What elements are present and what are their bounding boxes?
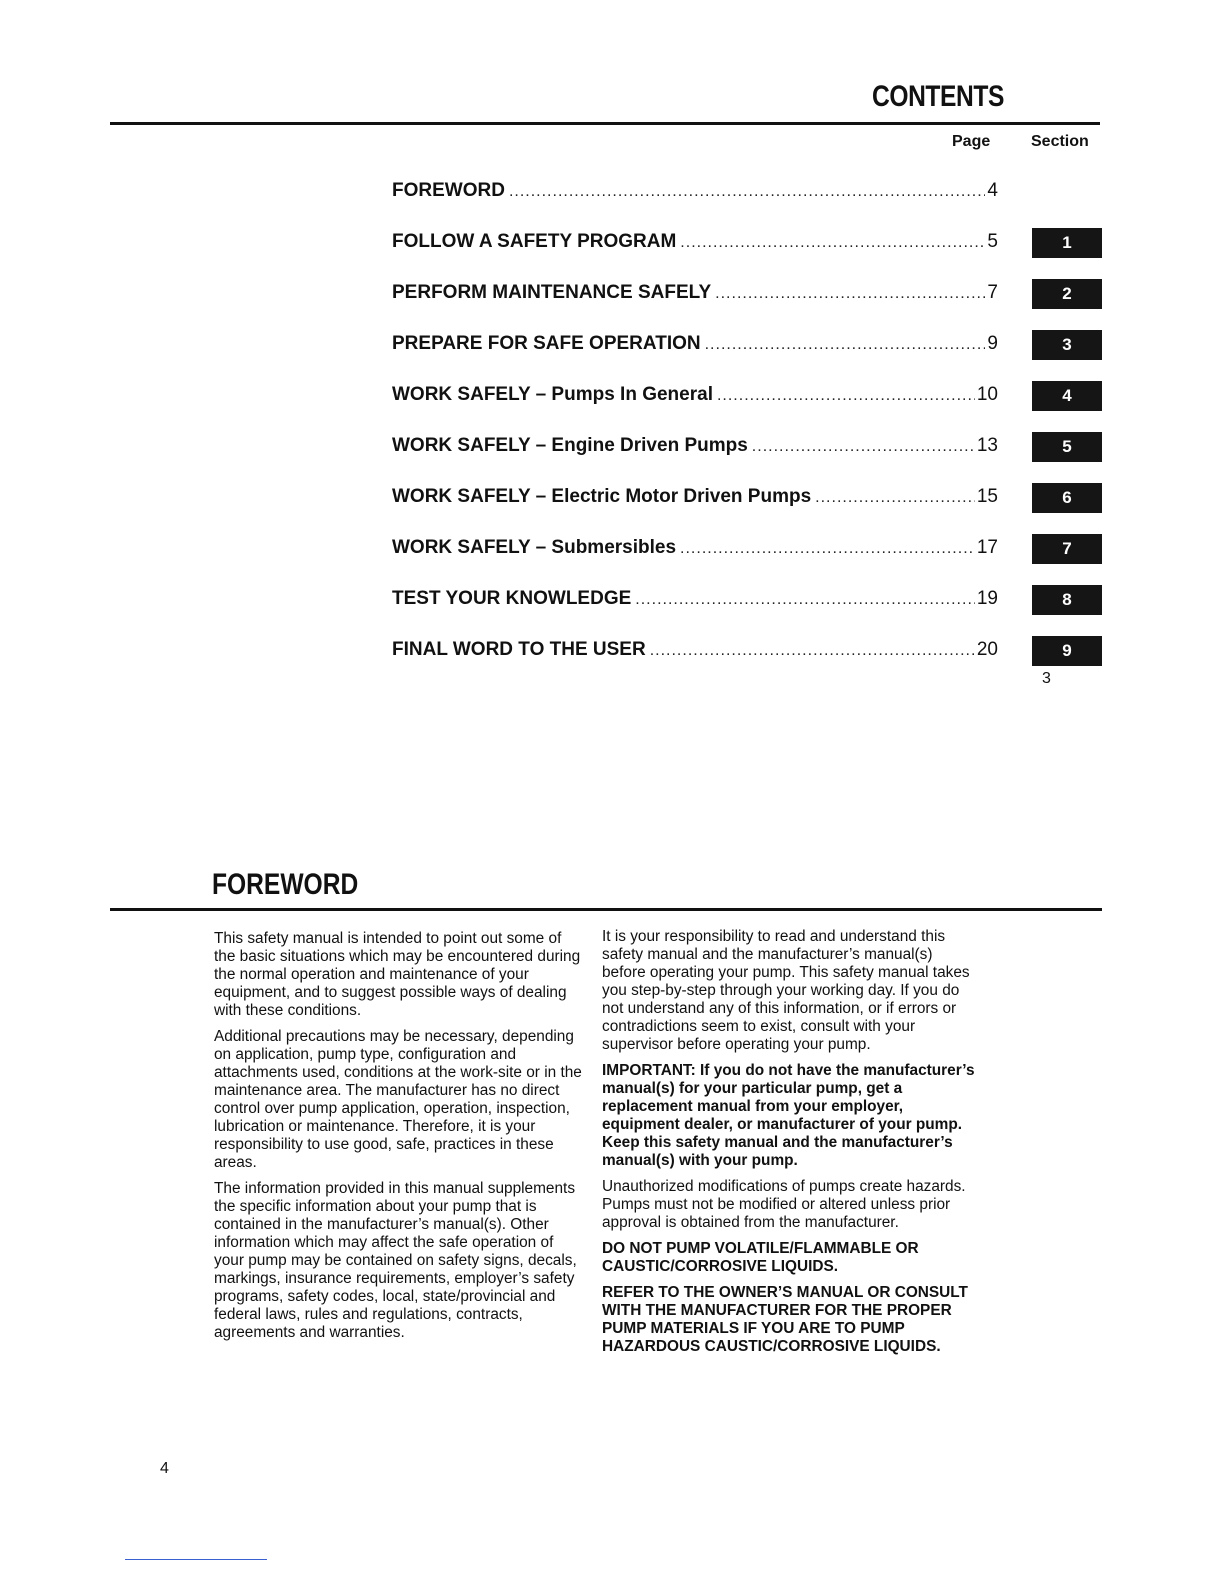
paragraph: This safety manual is intended to point out some of the basic situations which may be encountered during the normal operation and maintenance of your equipment, and to suggest possible ways of dealing with these conditions.: [214, 930, 581, 1019]
toc-leader: [815, 489, 975, 507]
toc-entry-section-3[interactable]: [392, 333, 998, 359]
toc-entry-section-2[interactable]: [392, 282, 998, 308]
toc-entry-title: PERFORM MAINTENANCE SAFELY: [392, 282, 712, 303]
toc-entry-page: 17: [976, 537, 998, 558]
paragraph: It is your responsibility to read and understand this safety manual and the manufacturer’s manual(s) before operating your pump. This safety manual takes you step-by-step through your working day. If you do not understand any of this information, or if errors or contradictions seem to exist, consult with your supervisor before operating your pump.: [602, 928, 970, 1053]
toc-entry-section-1[interactable]: [392, 231, 998, 257]
toc-leader: [752, 438, 975, 456]
toc-entry-section-9[interactable]: [392, 639, 998, 665]
toc-entry-section-6[interactable]: [392, 486, 998, 512]
toc-entry-section-7[interactable]: [392, 537, 998, 563]
section-tab-5[interactable]: 5: [1032, 432, 1102, 462]
toc-entry-title: WORK SAFELY – Engine Driven Pumps: [392, 435, 748, 456]
page-number: 4: [160, 1460, 169, 1477]
contents-rule: [110, 122, 1100, 125]
paragraph: Unauthorized modifications of pumps create hazards. Pumps must not be modified or altered unless prior approval is obtained from the manufacturer.: [602, 1178, 966, 1231]
toc-entry-page: 4: [987, 180, 998, 201]
toc-leader: [509, 183, 985, 201]
toc-entry-title: FINAL WORD TO THE USER: [392, 639, 646, 660]
toc-entry-page: 15: [976, 486, 998, 507]
section-tab-9[interactable]: 9: [1032, 636, 1102, 666]
toc-entry-section-5[interactable]: [392, 435, 998, 461]
toc-entry-page: 20: [976, 639, 998, 660]
toc-leader: [717, 387, 975, 405]
toc-entry-title: PREPARE FOR SAFE OPERATION: [392, 333, 701, 354]
important-notice: IMPORTANT: If you do not have the manufacturer’s manual(s) for your particular pump, get a replacement manual from your employer, equipment dealer, or manufacturer of your pump. Keep this safety manual and the manufacturer’s manual(s) with your pump.: [602, 1062, 975, 1169]
section-tab-6[interactable]: 6: [1032, 483, 1102, 513]
foreword-left-column: [214, 930, 586, 1350]
section-column-header: Section: [1031, 133, 1089, 150]
toc-entry-section-8[interactable]: [392, 588, 998, 614]
foreword-title: FOREWORD: [212, 868, 359, 901]
warning-notice: DO NOT PUMP VOLATILE/FLAMMABLE OR CAUSTIC/CORROSIVE LIQUIDS.: [602, 1240, 919, 1275]
toc-entry-page: 7: [987, 282, 998, 303]
toc-entry-title: WORK SAFELY – Pumps In General: [392, 384, 713, 405]
foreword-right-column: [602, 928, 978, 1364]
section-tab-2[interactable]: 2: [1032, 279, 1102, 309]
toc-entry-title: WORK SAFELY – Electric Motor Driven Pumps: [392, 486, 812, 507]
toc-entry-page: 9: [987, 333, 998, 354]
warning-notice: REFER TO THE OWNER’S MANUAL OR CONSULT WITH THE MANUFACTURER FOR THE PROPER PUMP MATERIALS IF YOU ARE TO PUMP HAZARDOUS CAUSTIC/CORROSIVE LIQUIDS.: [602, 1284, 968, 1355]
paragraph: The information provided in this manual supplements the specific information about your pump that is contained in the manufacturer’s manual(s). Other information which may affect the safe operation of your pump may be contained on safety signs, decals, markings, insurance requirements, employer’s safety programs, safety codes, local, state/provincial and federal laws, rules and regulations, contracts, agreements and warranties.: [214, 1180, 577, 1341]
toc-entry-title: TEST YOUR KNOWLEDGE: [392, 588, 632, 609]
page-number: 3: [1042, 670, 1051, 687]
foreword-rule: [110, 908, 1102, 911]
toc-entry-title: FOREWORD: [392, 180, 505, 201]
section-tab-3[interactable]: 3: [1032, 330, 1102, 360]
section-tab-7[interactable]: 7: [1032, 534, 1102, 564]
toc-leader: [635, 591, 975, 609]
paragraph: Additional precautions may be necessary, depending on application, pump type, configuration and attachments used, conditions at the work-site or in the maintenance area. The manufacturer has no direct control over pump application, operation, inspection, lubrication or maintenance. Therefore, it is your responsibility to use good, safe, practices in these areas.: [214, 1028, 582, 1171]
toc-leader: [680, 234, 985, 252]
toc-leader: [715, 285, 985, 303]
toc-leader: [650, 642, 975, 660]
section-tab-8[interactable]: 8: [1032, 585, 1102, 615]
toc-leader: [705, 336, 986, 354]
toc-entry-page: 13: [976, 435, 998, 456]
toc-entry-page: 19: [976, 588, 998, 609]
divider: [125, 1559, 267, 1560]
toc-entry-title: WORK SAFELY – Submersibles: [392, 537, 677, 558]
toc-leader: [680, 540, 975, 558]
toc-entry-section-4[interactable]: [392, 384, 998, 410]
toc-entry-page: 10: [976, 384, 998, 405]
section-tab-1[interactable]: 1: [1032, 228, 1102, 258]
toc-entry-page: 5: [987, 231, 998, 252]
page-column-header: Page: [952, 133, 991, 150]
contents-title: CONTENTS: [872, 80, 1005, 113]
section-tab-4[interactable]: 4: [1032, 381, 1102, 411]
toc-entry-foreword[interactable]: [392, 180, 998, 206]
toc-entry-title: FOLLOW A SAFETY PROGRAM: [392, 231, 677, 252]
